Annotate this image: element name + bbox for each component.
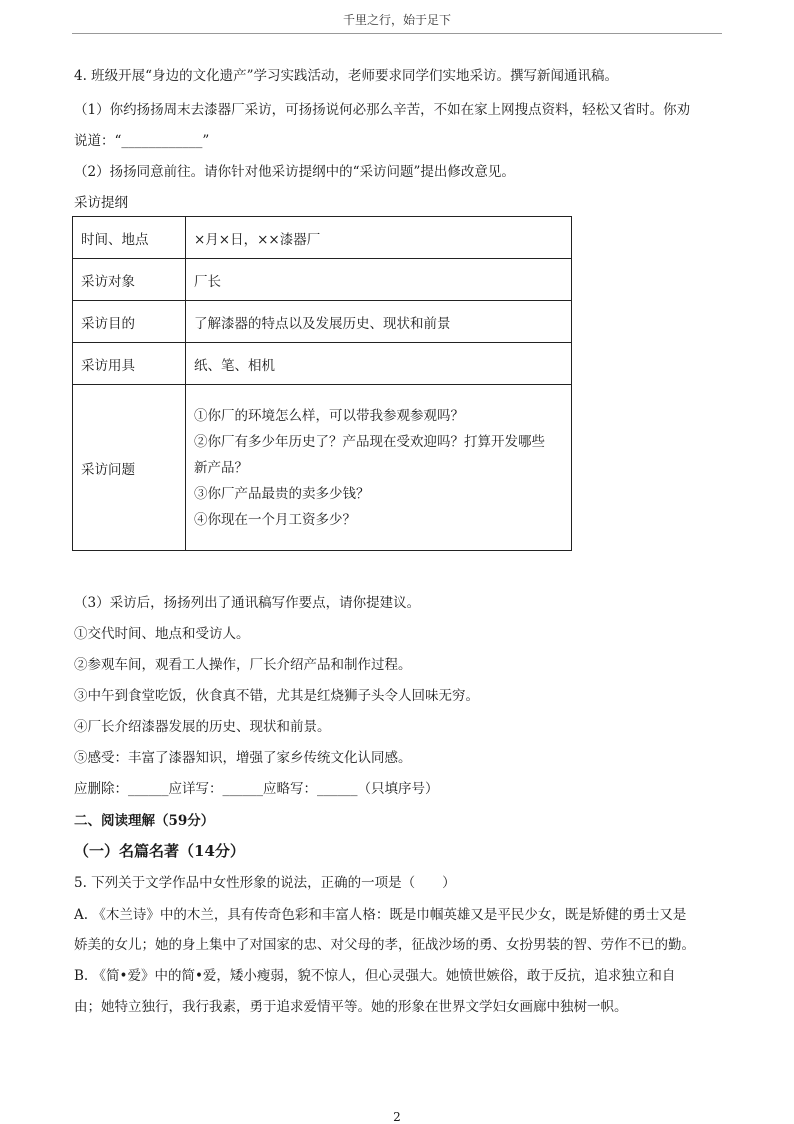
row-label: 采访问题 — [73, 385, 186, 551]
table-row — [73, 217, 572, 259]
row-label: 时间、地点 — [73, 217, 186, 259]
page-header: 千里之行，始于足下 — [342, 13, 451, 27]
q5-option-a-line1: A. 《木兰诗》中的木兰，具有传奇色彩和丰富人格：既是巾帼英雄又是平民少女，既是矫健的勇士又是 — [74, 907, 687, 923]
question-item: ①你厂的环境怎么样，可以带我参观参观吗？ — [194, 407, 464, 424]
row-value: 厂长 — [186, 259, 572, 301]
writing-point: ①交代时间、地点和受访人。 — [74, 626, 250, 642]
interview-outline-table — [72, 216, 572, 551]
q4-part1-line1: （1）你约扬扬周末去漆器厂采访，可扬扬说何必那么辛苦，不如在家上网搜点资料，轻松又省时。你劝 — [74, 102, 691, 118]
writing-point: ④厂长介绍漆器发展的历史、现状和前景。 — [74, 719, 331, 735]
row-label: 采访目的 — [73, 301, 186, 343]
page-number: 2 — [393, 1110, 401, 1124]
q4-part1-line2: 说道：“____________” — [74, 133, 210, 149]
writing-point: ②参观车间，观看工人操作，厂长介绍产品和制作过程。 — [74, 657, 412, 673]
table-row — [73, 343, 572, 385]
question-item: ③你厂产品最贵的卖多少钱？ — [194, 485, 370, 502]
writing-point: ⑤感受：丰富了漆器知识，增强了家乡传统文化认同感。 — [74, 750, 412, 766]
question-item: ②你厂有多少年历史了？产品现在受欢迎吗？打算开发哪些 — [194, 433, 545, 450]
q5-option-b-line2: 由；她特立独行，我行我素，勇于追求爱情平等。她的形象在世界文学妇女画廊中独树一帜。 — [74, 999, 628, 1015]
q5-option-a-line2: 娇美的女儿；她的身上集中了对国家的忠、对父母的孝，征战沙场的勇、女扮男装的智、劳作不已的勤。 — [74, 937, 695, 953]
row-label: 采访对象 — [73, 259, 186, 301]
table-row — [73, 301, 572, 343]
subsection-heading: （一）名篇名著（14分） — [74, 842, 245, 860]
table-row — [73, 259, 572, 301]
outline-title: 采访提纲 — [74, 195, 128, 211]
questions-cell — [186, 385, 572, 551]
q5-option-b-line1: B. 《简•爱》中的简•爱，矮小瘦弱，貌不惊人，但心灵强大。她愤世嫉俗，敢于反抗，追求独立和自 — [74, 968, 676, 984]
row-value: ×月×日，××漆器厂 — [186, 217, 572, 259]
q4-part2: （2）扬扬同意前往。请你针对他采访提纲中的“采访问题”提出修改意见。 — [74, 164, 515, 180]
writing-point: ③中午到食堂吃饭，伙食真不错，尤其是红烧狮子头令人回味无穷。 — [74, 688, 479, 704]
q4-part3: （3）采访后，扬扬列出了通讯稿写作要点，请你提建议。 — [74, 595, 421, 611]
table-row-questions — [73, 385, 572, 551]
section-heading: 二、阅读理解（59分） — [74, 813, 215, 829]
row-value: 纸、笔、相机 — [186, 343, 572, 385]
header-divider — [72, 33, 722, 34]
row-value: 了解漆器的特点以及发展历史、现状和前景 — [186, 301, 572, 343]
question-item: 新产品？ — [194, 459, 248, 476]
q5-stem: 5. 下列关于文学作品中女性形象的说法，正确的一项是（ ） — [74, 875, 456, 891]
question-item: ④你现在一个月工资多少？ — [194, 511, 356, 528]
q4-stem: 4. 班级开展“身边的文化遗产”学习实践活动，老师要求同学们实地采访。撰写新闻通讯稿。 — [74, 68, 618, 84]
row-label: 采访用具 — [73, 343, 186, 385]
answer-blanks: 应删除：______应详写：______应略写：______（只填序号） — [74, 781, 439, 797]
